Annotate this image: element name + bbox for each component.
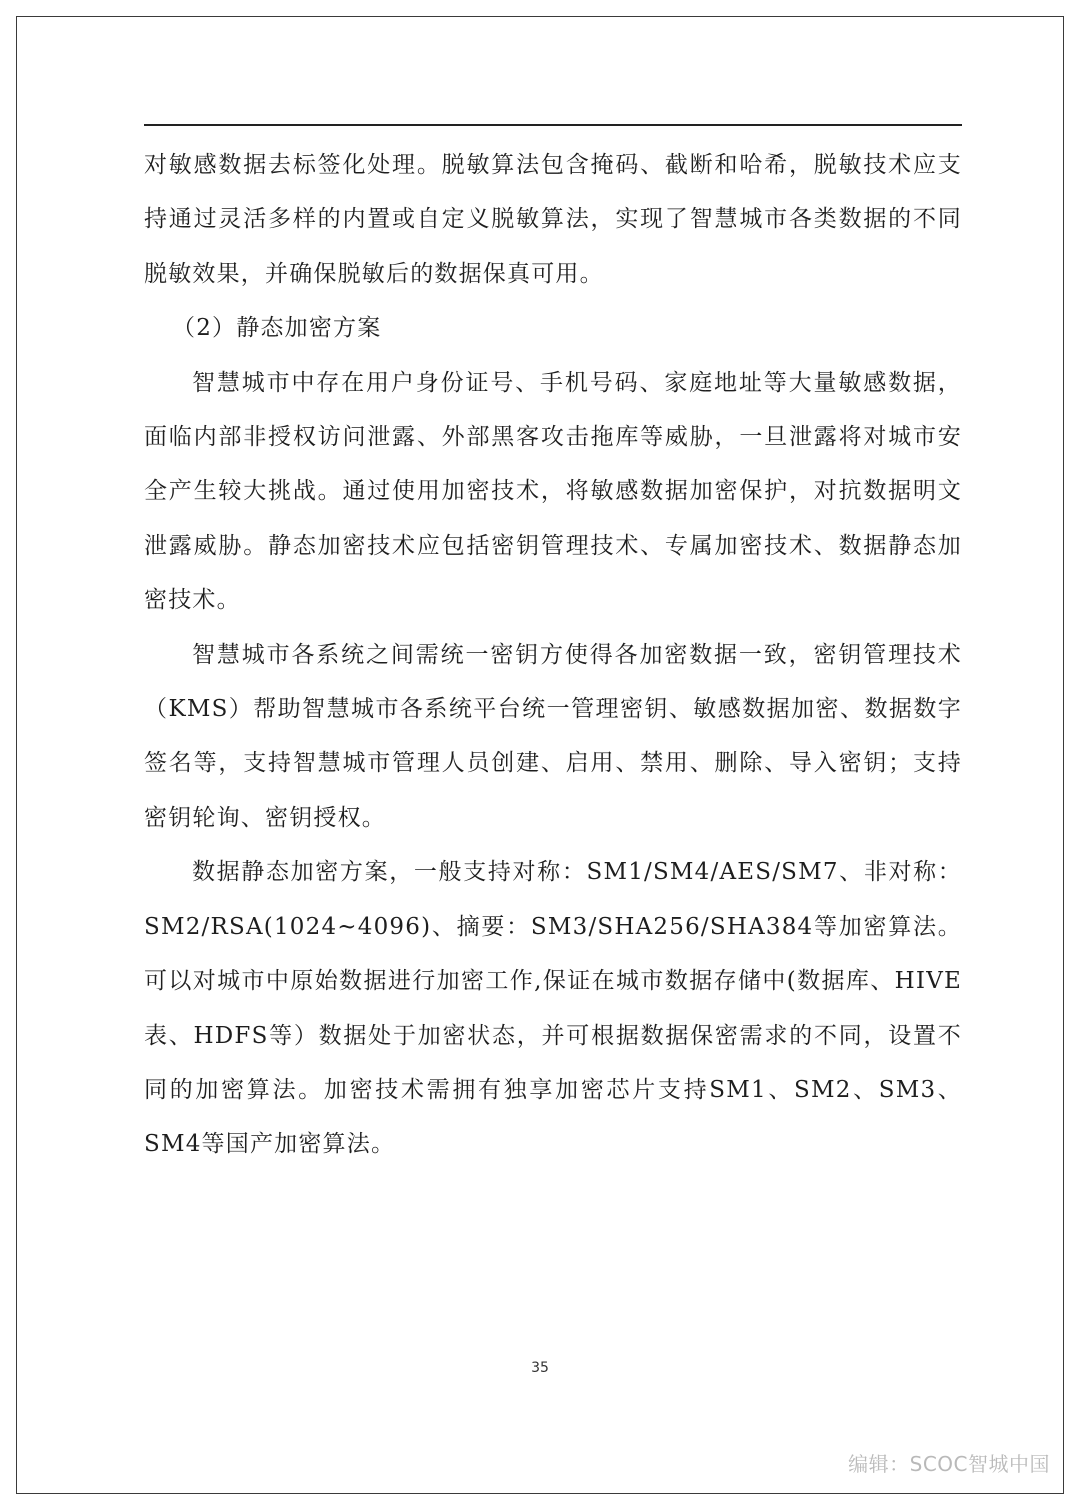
paragraph-sensitive-data-threats: 智慧城市中存在用户身份证号、手机号码、家庭地址等大量敏感数据，面临内部非授权访问泄露、外部黑客攻击拖库等威胁，一旦泄露将对城市安全产生较大挑战。通过使用加密技术，将敏感数据加密保护，对抗数据明文泄露威胁。静态加密技术应包括密钥管理技术、专属加密技术、数据静态加密技术。 bbox=[144, 369, 962, 614]
paragraph-key-management: 智慧城市各系统之间需统一密钥方使得各加密数据一致，密钥管理技术（KMS）帮助智慧城市各系统平台统一管理密钥、敏感数据加密、数据数字签名等，支持智慧城市管理人员创建、启用、禁用、删除、导入密钥；支持密钥轮询、密钥授权。 bbox=[144, 641, 962, 831]
editor-watermark: 编辑：SCOC智城中国 bbox=[848, 1452, 1050, 1476]
document-body bbox=[144, 138, 962, 1172]
section-heading-static-encryption: （2）静态加密方案 bbox=[172, 315, 382, 342]
paragraph-encryption-algorithms: 数据静态加密方案，一般支持对称：SM1/SM4/AES/SM7、非对称：SM2/RSA(1024~4096)、摘要：SM3/SHA256/SHA384等加密算法。可以对城市中原始数据进行加密工作,保证在城市数据存储中(数据库、HIVE表、HDFS等）数据处于加密状态，并可根据数据保密需求的不同，设置不同的加密算法。加密技术需拥有独享加密芯片支持SM1、SM2、SM3、SM4等国产加密算法。 bbox=[144, 859, 962, 1158]
header-divider bbox=[144, 124, 962, 126]
page-number: 35 bbox=[531, 1360, 549, 1376]
paragraph-desensitization-continued: 对敏感数据去标签化处理。脱敏算法包含掩码、截断和哈希，脱敏技术应支持通过灵活多样的内置或自定义脱敏算法，实现了智慧城市各类数据的不同脱敏效果，并确保脱敏后的数据保真可用。 bbox=[144, 152, 962, 287]
